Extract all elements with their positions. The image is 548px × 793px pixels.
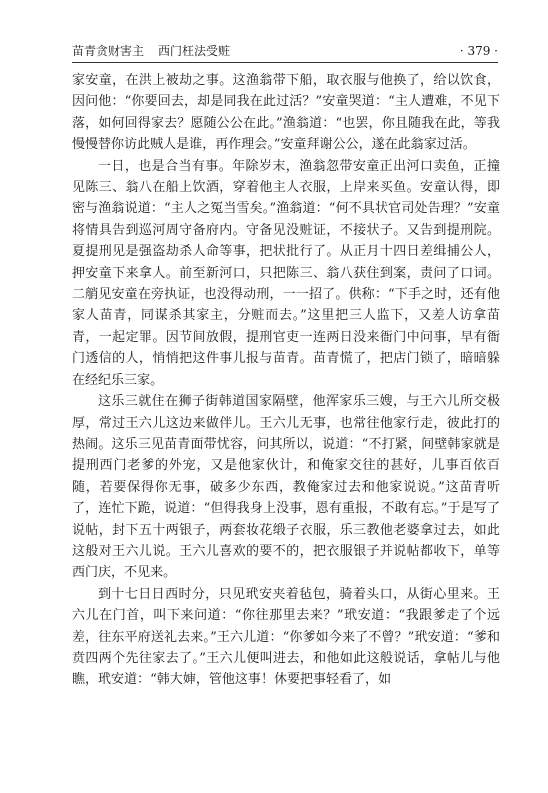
paragraph: 这乐三就住在狮子街韩道国家隔壁，他浑家乐三嫂，与王六儿所交极厚，常过王六儿这边来做伴儿。王六儿无事，也常往他家行走，彼此打的热闹。这乐三见苗青面带忧容，问其所以，说道：“不打紧，间壁韩家就是提刑西门老爹的外宠，又是他家伙计，和俺家交往的甚好，儿事百依百随，若要保得你无事，破多少东西，教俺家过去和他家说说。”这苗青听了，连忙下跪，说道：“但得我身上没事，恩有重报，不敢有忘。”于是写了说帖，封下五十两银子，两套妆花缎子衣服，乐三教他老婆拿过去，如此这般对王六儿说。王六儿喜欢的要不的，把衣服银子并说帖都收下，单等西门庆，不见来。 — [72, 394, 500, 581]
header-chapter-title: 西门枉法受赃 — [158, 44, 231, 58]
running-header — [72, 43, 498, 59]
paragraph: 一日，也是合当有事。年除岁末，渔翁忽带安童正出河口卖鱼，正撞见陈三、翁八在船上饮酒，穿着他主人衣服，上岸来买鱼。安童认得，即密与渔翁说道：“主人之冤当雪矣。”渔翁道：“何不具状官司处告理？”安童将情具告到巡河周守备府内。守备见没赃证，不接状子。又告到提刑院。夏提刑见是强盗劫杀人命等事，把状批行了。从正月十四日差缉捕公人，押安童下来拿人。前至新河口，只把陈三、翁八获住到案，责问了口词。二艄见安童在旁执证，也没得动刑，一一招了。供称：“下手之时，还有他家人苗青，同谋杀其家主，分赃而去。”这里把三人监下，又差人访拿苗青，一起定罪。因节间放假，提刑官吏一连两日没来衙门中问事，早有衙门透信的人，悄悄把这件事儿报与苗青。苗青慌了，把店门锁了，暗暗躲在经纪乐三家。 — [72, 158, 500, 388]
header-titles — [72, 43, 230, 59]
page-number: · 379 · — [459, 44, 498, 58]
header-section-title: 苗青贪财害主 — [72, 44, 145, 58]
header-divider — [72, 62, 498, 63]
body-text — [72, 70, 500, 691]
paragraph: 到十七日日西时分，只见玳安夹着毡包，骑着头口，从街心里来。王六儿在门首，叫下来问道：“你往那里去来？”玳安道：“我跟爹走了个远差，往东平府送礼去来。”王六儿道：“你爹如今来了不曾？”玳安道：“爹和贲四两个先往家去了。”王六儿便叫进去，和他如此这般说话，拿帖儿与他瞧，玳安道：“韩大婶，管他这事！休要把事轻看了，如 — [72, 586, 500, 688]
paragraph-continuation: 家安童，在洪上被劫之事。这渔翁带下船，取衣服与他换了，给以饮食，因问他：“你要回去，却是同我在此过活？”安童哭道：“主人遭难，不见下落，如何回得家去？愿随公公在此。”渔翁道：“也罢，你且随我在此，等我慢慢替你访此贼人是谁，再作理会。”安童拜谢公公，遂在此翁家过活。 — [72, 73, 500, 153]
